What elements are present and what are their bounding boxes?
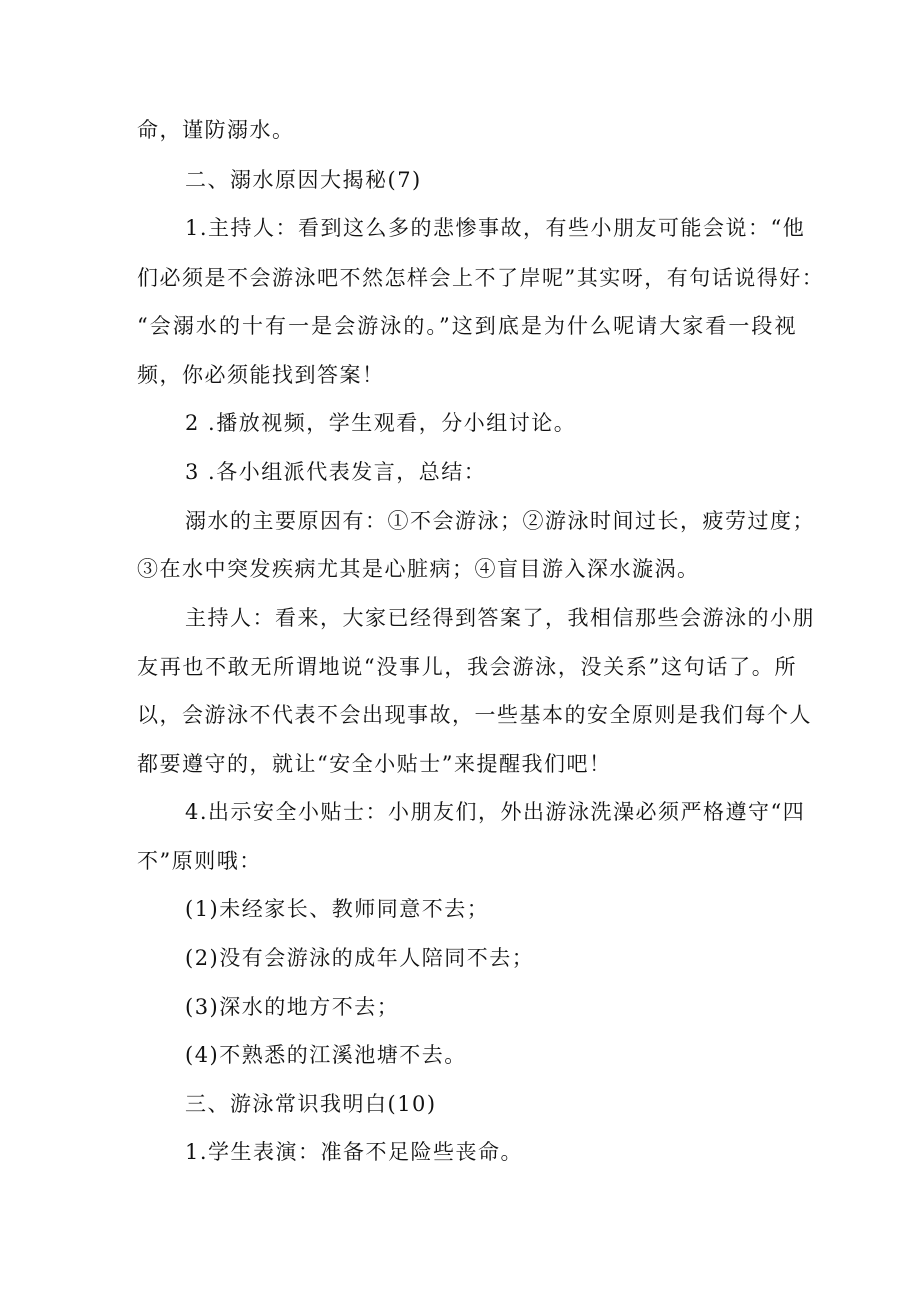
text-line-8: 3 .各小组派代表发言，总结： <box>185 460 487 484</box>
text-line-7: 2 .播放视频，学生观看，分小组讨论。 <box>185 411 577 435</box>
text-line-4: 们必须是不会游泳吧不然怎样会上不了岸呢”其实呀，有句话说得好： <box>137 266 825 290</box>
text-line-6: 频，你必须能找到答案！ <box>137 363 385 387</box>
text-line-9: 溺水的主要原因有：①不会游泳；②游泳时间过长，疲劳过度； <box>185 509 815 533</box>
list-item-1: (1)未经家长、教师同意不去； <box>185 897 490 921</box>
list-item-4: (4)不熟悉的江溪池塘不去。 <box>185 1043 467 1067</box>
section-heading-2: 二、溺水原因大揭秘(7) <box>185 168 422 192</box>
text-line-12: 友再也不敢无所谓地说“没事儿，我会游泳，没关系”这句话了。所 <box>137 655 797 679</box>
text-line-5: “会溺水的十有一是会游泳的。”这到底是为什么呢请大家看一段视 <box>137 314 797 338</box>
text-line-1: 命，谨防溺水。 <box>137 118 295 142</box>
list-item-2: (2)没有会游泳的成年人陪同不去； <box>185 946 535 970</box>
text-line-10: ③在水中突发疾病尤其是心脏病；④盲目游入深水漩涡。 <box>137 557 700 581</box>
text-line-14: 都要遵守的，就让“安全小贴士”来提醒我们吧！ <box>137 752 612 776</box>
list-item-3: (3)深水的地方不去； <box>185 995 400 1019</box>
text-line-16: 不”原则哦： <box>137 849 262 873</box>
section-heading-3: 三、游泳常识我明白(10) <box>185 1092 437 1116</box>
text-line-22: 1.学生表演：准备不足险些丧命。 <box>185 1140 524 1164</box>
text-line-15: 4.出示安全小贴士：小朋友们，外出游泳洗澡必须严格遵守“四 <box>185 800 806 824</box>
text-line-11: 主持人：看来，大家已经得到答案了，我相信那些会游泳的小朋 <box>185 606 815 630</box>
text-line-3: 1.主持人：看到这么多的悲惨事故，有些小朋友可能会说：“他 <box>185 216 806 240</box>
text-line-13: 以，会游泳不代表不会出现事故，一些基本的安全原则是我们每个人 <box>137 703 812 727</box>
